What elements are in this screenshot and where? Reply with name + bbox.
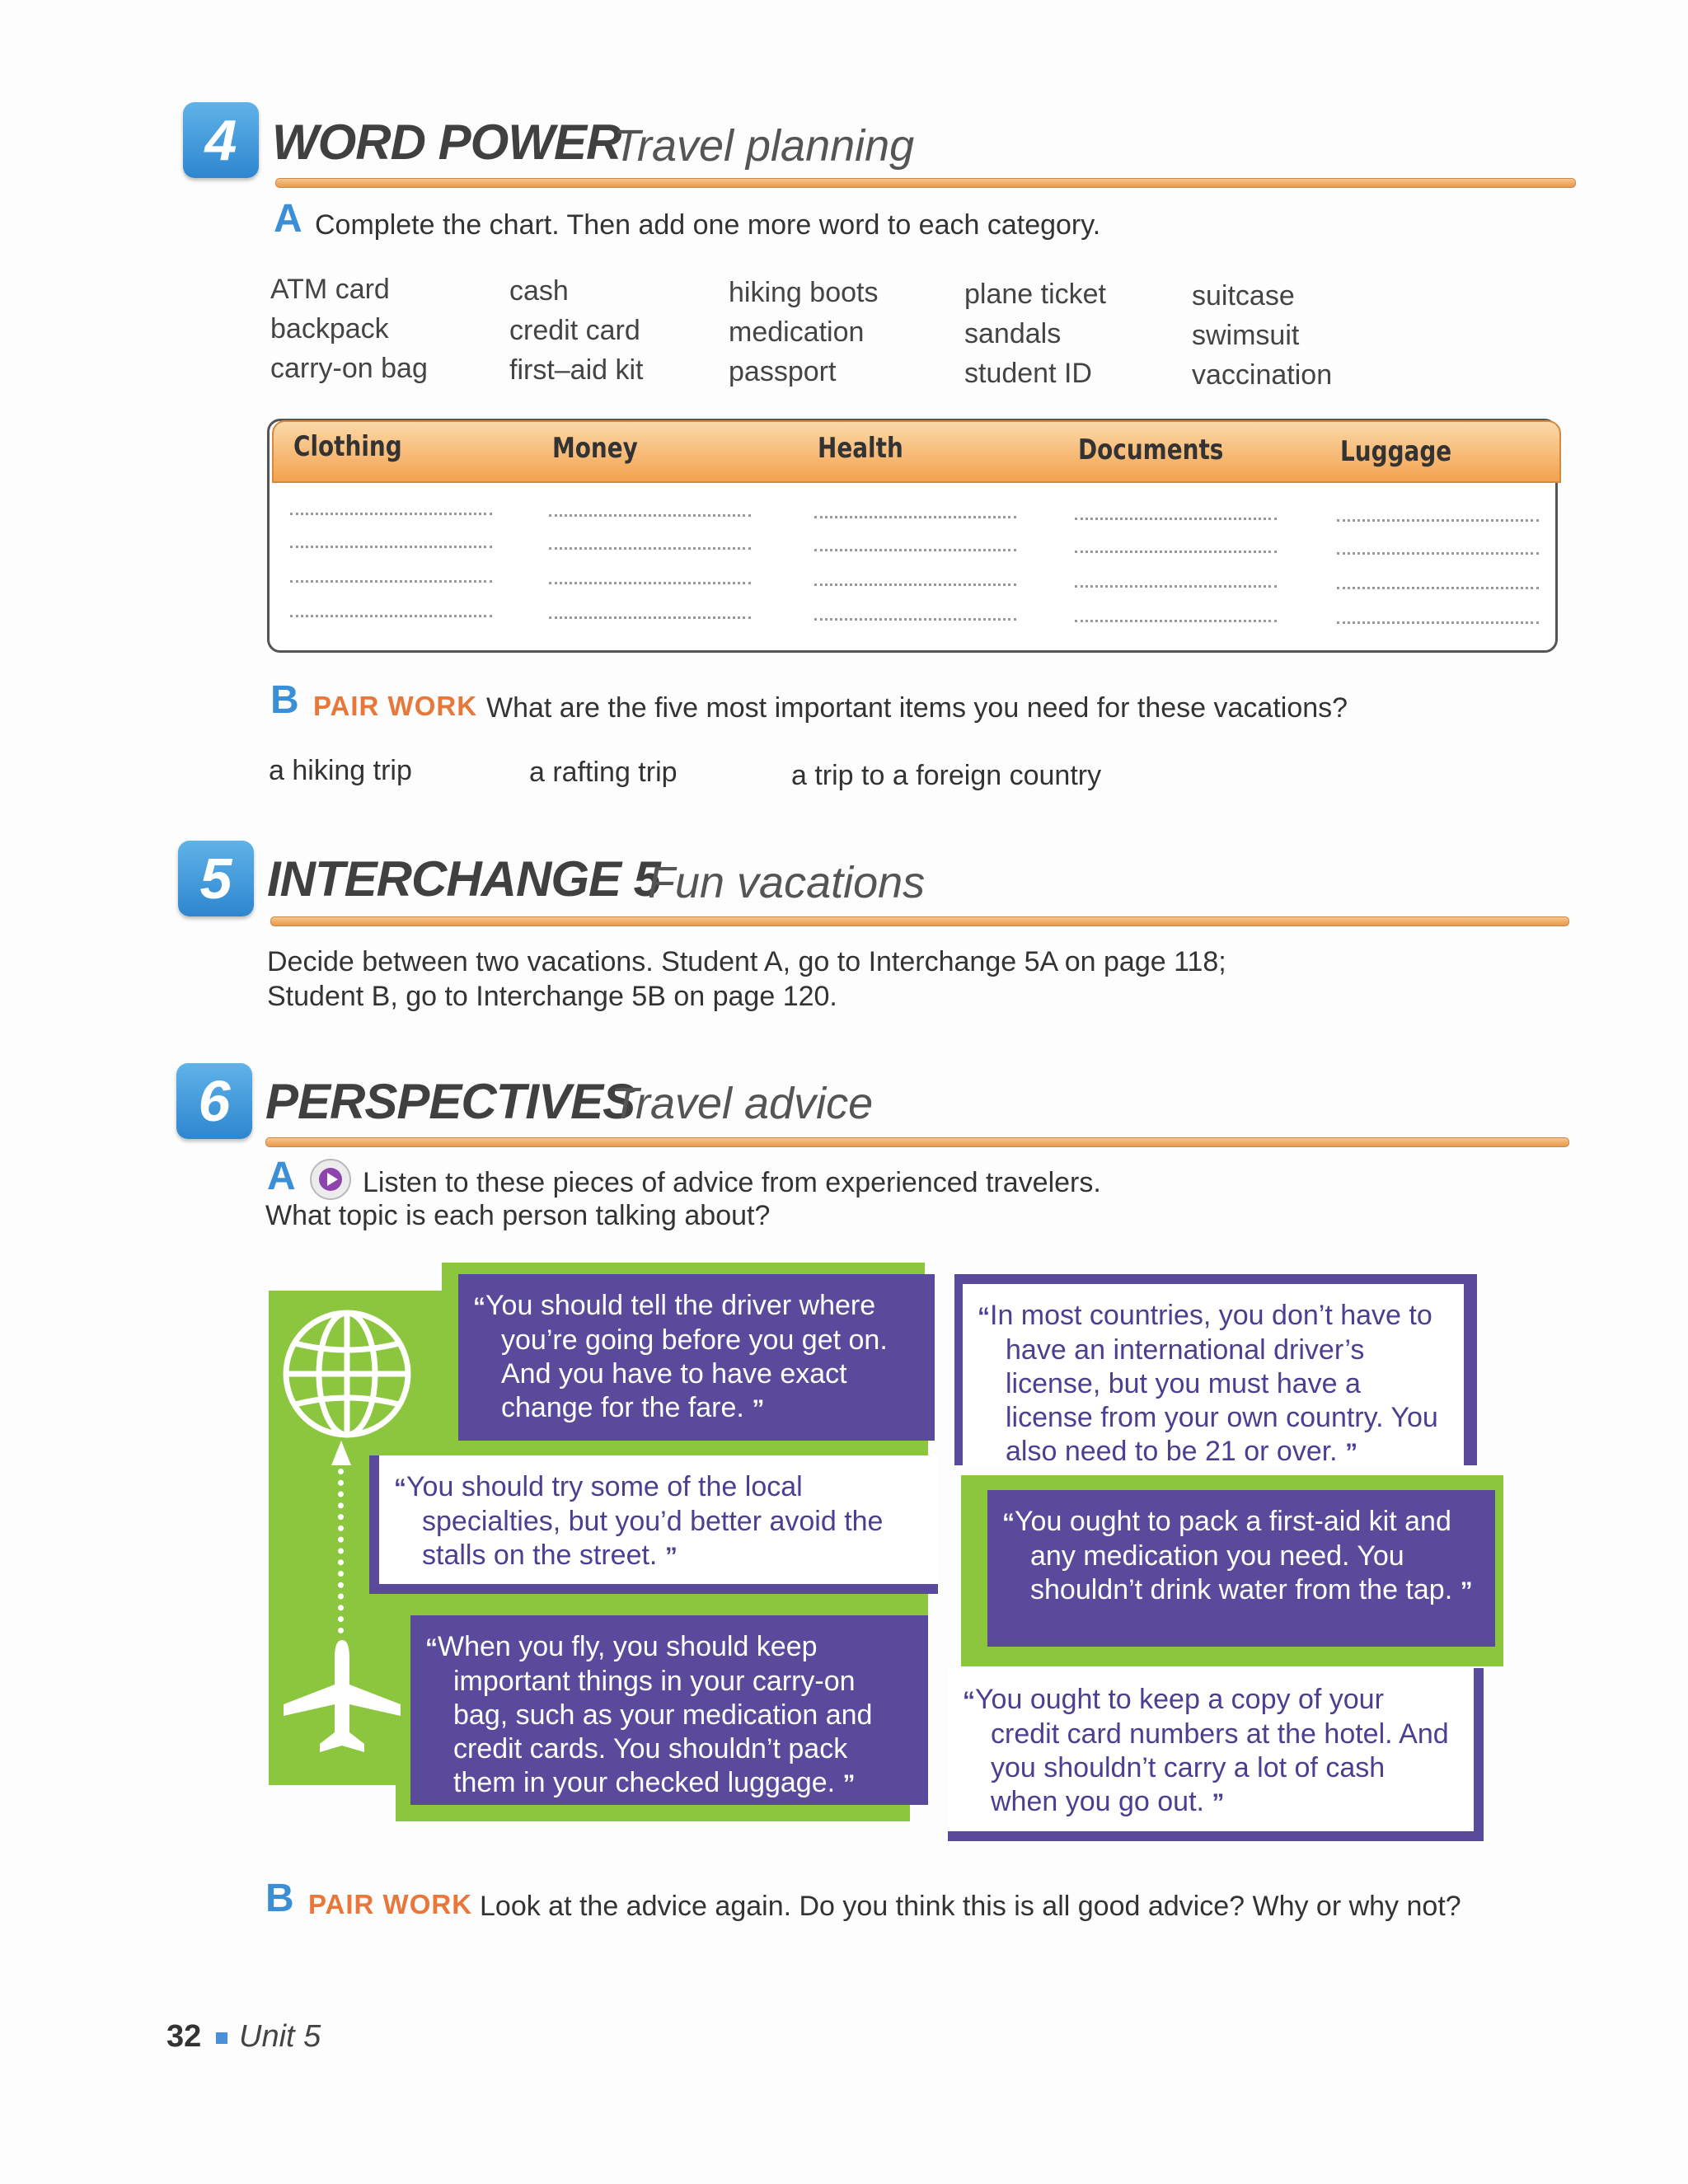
part-a-listen-line-1: Listen to these pieces of advice from experienced travelers. (363, 1167, 1101, 1198)
answer-line[interactable] (1337, 621, 1539, 624)
section-title-word-power: WORD POWER (272, 115, 621, 170)
answer-line[interactable] (549, 616, 751, 619)
word-bank-item: cash (509, 275, 569, 307)
interchange-text-line-1: Decide between two vacations. Student A, go to Interchange 5A on page 118; (267, 946, 1226, 977)
answer-line[interactable] (814, 583, 1016, 586)
word-bank-item: backpack (270, 313, 389, 344)
pair-work-label: PAIR WORK (308, 1889, 473, 1919)
section-subtitle-fun-vacations: Fun vacations (648, 858, 926, 907)
answer-line[interactable] (290, 580, 492, 583)
advice-quote-driving: “In most countries, you don’t have to have an international driver’s license, but you must have a license from your own country. You also need to be 21 or over. ” (954, 1274, 1477, 1465)
word-bank-item: medication (729, 316, 865, 348)
part-b-instruction: Look at the advice again. Do you think this is all good advice? Why or why not? (480, 1891, 1461, 1922)
section-rule (270, 916, 1569, 926)
answer-line[interactable] (549, 514, 751, 517)
section-subtitle-travel-planning: Travel planning (613, 121, 915, 171)
section-number-6: 6 (176, 1063, 252, 1139)
advice-quote-text: In most countries, you don’t have to have an international driver’s license, but you must have a license from your own country. You also need to be 21 or over. (990, 1300, 1438, 1467)
route-line (338, 1469, 344, 1633)
vacation-option: a rafting trip (529, 757, 678, 788)
answer-line[interactable] (814, 549, 1016, 551)
section-rule (275, 178, 1576, 188)
answer-line[interactable] (1337, 587, 1539, 589)
answer-line[interactable] (549, 547, 751, 550)
chart-header-documents: Documents (1078, 434, 1224, 466)
answer-line[interactable] (1075, 620, 1277, 622)
answer-line[interactable] (290, 615, 492, 617)
advice-quote-taxi: “You should tell the driver where you’re going before you get on. And you have to have exact change for the fare. ” (458, 1274, 935, 1441)
section-rule (265, 1137, 1569, 1147)
answer-line[interactable] (814, 618, 1016, 621)
word-bank-item: vaccination (1192, 359, 1333, 391)
advice-quote-text: You should try some of the local specialties, but you’d better avoid the stalls on the street. (406, 1471, 884, 1571)
part-a-listen-line-2: What topic is each person talking about? (265, 1200, 771, 1231)
word-bank-item: ATM card (270, 274, 390, 305)
answer-line[interactable] (1337, 519, 1539, 522)
chart-header-money: Money (552, 432, 638, 465)
word-bank-item: sandals (964, 318, 1062, 349)
part-b-letter: B (270, 678, 299, 722)
word-bank-item: passport (729, 356, 837, 387)
word-bank-item: swimsuit (1192, 320, 1300, 351)
advice-quote-food: “You should try some of the local specialties, but you’d better avoid the stalls on the street. ” (369, 1455, 938, 1594)
chart-header-luggage: Luggage (1340, 435, 1452, 468)
part-b-instruction: What are the five most important items you need for these vacations? (486, 692, 1348, 724)
word-bank-item: hiking boots (729, 277, 879, 308)
answer-line[interactable] (1337, 552, 1539, 555)
answer-line[interactable] (1075, 551, 1277, 553)
word-bank-item: credit card (509, 315, 640, 346)
section-subtitle-travel-advice: Travel advice (612, 1079, 874, 1128)
answer-line[interactable] (290, 546, 492, 548)
airplane-icon (282, 1637, 402, 1757)
globe-icon (279, 1305, 415, 1442)
section-number-5: 5 (178, 841, 254, 916)
arrow-up-icon (331, 1441, 351, 1465)
section-number-4: 4 (183, 102, 259, 178)
page-number: 32 (166, 2019, 202, 2054)
section-title-interchange: INTERCHANGE 5 (267, 851, 661, 907)
section-title-perspectives: PERSPECTIVES (265, 1074, 635, 1129)
answer-line[interactable] (549, 582, 751, 584)
advice-quote-flying: “When you fly, you should keep important things in your carry-on bag, such as your medication and credit cards. You shouldn’t pack them in your checked luggage. ” (410, 1615, 928, 1805)
advice-quote-text: You ought to pack a first-aid kit and any medication you need. You shouldn’t drink water from the tap. (1015, 1506, 1453, 1605)
word-bank-item: student ID (964, 358, 1092, 389)
word-bank-item: first–aid kit (509, 354, 644, 386)
advice-quote-text: You ought to keep a copy of your credit card numbers at the hotel. And you shouldn’t carry a lot of cash when you go out. (975, 1684, 1449, 1817)
pair-work-label: PAIR WORK (313, 691, 478, 721)
word-bank-item: carry-on bag (270, 353, 428, 384)
part-a-letter: A (267, 1155, 296, 1198)
chart-header-health: Health (818, 432, 903, 465)
part-a-instruction: Complete the chart. Then add one more word to each category. (315, 209, 1101, 241)
advice-quote-text: When you fly, you should keep important things in your carry-on bag, such as your medication and credit cards. You shouldn’t pack them in your checked luggage. (438, 1631, 873, 1798)
answer-line[interactable] (1075, 518, 1277, 520)
part-a-letter: A (274, 197, 302, 241)
vacation-option: a hiking trip (269, 755, 412, 786)
footer-separator (216, 2032, 227, 2044)
advice-quote-health: “You ought to pack a first-aid kit and any medication you need. You shouldn’t drink water from the tap. ” (987, 1490, 1495, 1647)
advice-quote-text: You should tell the driver where you’re going before you get on. And you have to have exact change for the fare. (485, 1290, 888, 1423)
vacation-option: a trip to a foreign country (791, 760, 1102, 791)
unit-label: Unit 5 (239, 2019, 321, 2054)
chart-header-clothing: Clothing (293, 430, 402, 463)
answer-line[interactable] (290, 513, 492, 515)
answer-line[interactable] (814, 516, 1016, 518)
part-b-letter: B (265, 1877, 294, 1920)
interchange-text-line-2: Student B, go to Interchange 5B on page 120. (267, 981, 837, 1012)
audio-icon[interactable] (310, 1159, 351, 1200)
word-bank-item: suitcase (1192, 280, 1295, 312)
advice-quote-money: “You ought to keep a copy of your credit card numbers at the hotel. And you shouldn’t carry a lot of cash when you go out. ” (948, 1668, 1484, 1841)
word-bank-item: plane ticket (964, 279, 1106, 310)
answer-line[interactable] (1075, 585, 1277, 588)
